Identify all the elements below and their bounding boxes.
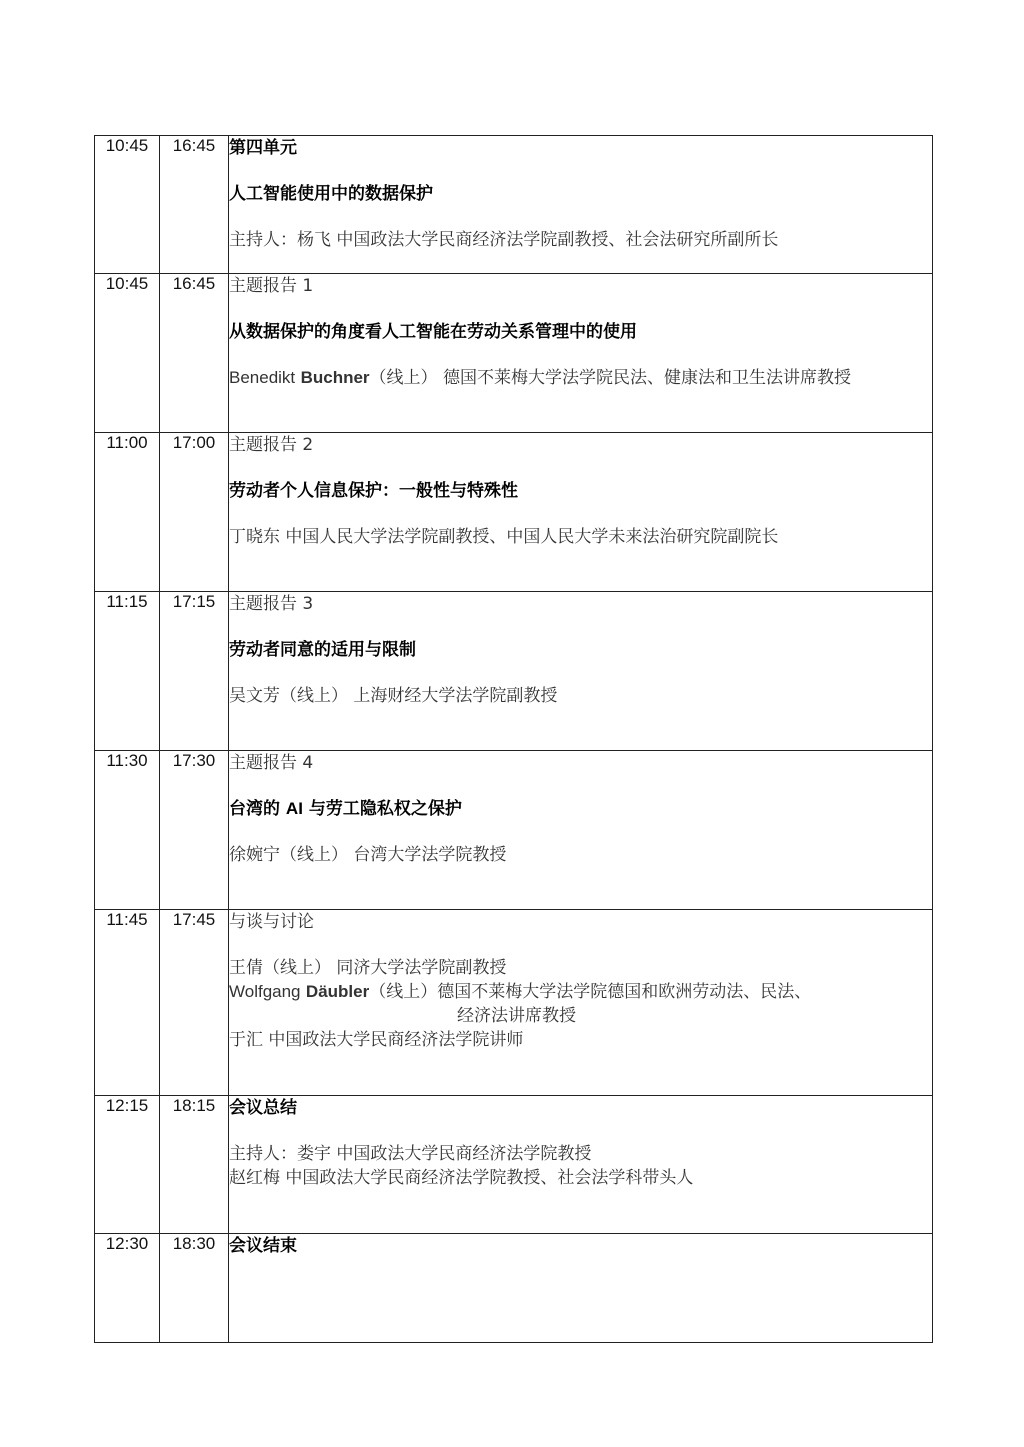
panel-speaker bbox=[229, 980, 932, 1004]
local-time-cell: 17:15 bbox=[160, 592, 229, 751]
panel-speaker: 于汇 中国政法大学民商经济法学院讲师 bbox=[229, 1030, 524, 1050]
session-speaker: 丁晓东 中国人民大学法学院副教授、中国人民大学未来法治研究院副院长 bbox=[229, 527, 779, 547]
speaker-affiliation-cont: 经济法讲席教授 bbox=[457, 1006, 576, 1026]
session-title: 主题报告 2 bbox=[229, 435, 314, 455]
table-row bbox=[95, 274, 933, 433]
start-time-cell: 11:30 bbox=[95, 751, 160, 910]
session-topic: 人工智能使用中的数据保护 bbox=[229, 184, 433, 204]
session-speaker: 主持人：杨飞 中国政法大学民商经济法学院副教授、社会法研究所副所长 bbox=[229, 230, 779, 250]
closing-speaker: 主持人：娄宇 中国政法大学民商经济法学院教授 bbox=[229, 1144, 592, 1164]
speaker-first-name: Benedikt bbox=[229, 368, 296, 387]
session-topic: 劳动者个人信息保护：一般性与特殊性 bbox=[229, 481, 518, 501]
speaker-last-name: Däubler bbox=[305, 982, 370, 1001]
session-cell bbox=[229, 433, 933, 592]
session-title: 与谈与讨论 bbox=[229, 912, 314, 932]
local-time-cell: 18:30 bbox=[160, 1234, 229, 1343]
local-time-cell: 17:30 bbox=[160, 751, 229, 910]
start-time-cell: 10:45 bbox=[95, 274, 160, 433]
start-time-cell: 11:15 bbox=[95, 592, 160, 751]
start-time-cell: 11:45 bbox=[95, 910, 160, 1096]
topic-part: 台湾的 bbox=[229, 799, 280, 819]
start-time-cell: 11:00 bbox=[95, 433, 160, 592]
start-time-cell: 10:45 bbox=[95, 136, 160, 274]
session-title: 会议结束 bbox=[229, 1236, 297, 1256]
table-row bbox=[95, 592, 933, 751]
table-row bbox=[95, 433, 933, 592]
session-speaker: 吴文芳（线上） 上海财经大学法学院副教授 bbox=[229, 686, 558, 706]
table-row bbox=[95, 910, 933, 1096]
speaker-affiliation: （线上） 德国不莱梅大学法学院民法、健康法和卫生法讲席教授 bbox=[369, 368, 851, 388]
local-time-cell: 16:45 bbox=[160, 274, 229, 433]
start-time-cell: 12:30 bbox=[95, 1234, 160, 1343]
speaker-last-name: Buchner bbox=[300, 368, 370, 387]
session-cell bbox=[229, 1234, 933, 1343]
session-topic bbox=[229, 797, 932, 821]
panel-speaker: 王倩（线上） 同济大学法学院副教授 bbox=[229, 958, 507, 978]
session-title: 第四单元 bbox=[229, 138, 297, 158]
topic-part-ai: AI bbox=[285, 799, 303, 818]
session-cell bbox=[229, 751, 933, 910]
session-topic: 劳动者同意的适用与限制 bbox=[229, 640, 416, 660]
table-row bbox=[95, 136, 933, 274]
session-title: 主题报告 4 bbox=[229, 753, 314, 773]
start-time-cell: 12:15 bbox=[95, 1096, 160, 1234]
table-row bbox=[95, 1234, 933, 1343]
session-title: 主题报告 3 bbox=[229, 594, 314, 614]
schedule-table bbox=[94, 135, 933, 1343]
local-time-cell: 17:45 bbox=[160, 910, 229, 1096]
table-row bbox=[95, 1096, 933, 1234]
session-speaker: 徐婉宁（线上） 台湾大学法学院教授 bbox=[229, 845, 507, 865]
table-row bbox=[95, 751, 933, 910]
session-cell bbox=[229, 1096, 933, 1234]
topic-part: 与劳工隐私权之保护 bbox=[308, 799, 462, 819]
session-speaker bbox=[229, 366, 932, 390]
session-topic: 从数据保护的角度看人工智能在劳动关系管理中的使用 bbox=[229, 322, 637, 342]
speaker-first-name: Wolfgang bbox=[229, 982, 301, 1001]
session-title: 会议总结 bbox=[229, 1098, 297, 1118]
session-cell bbox=[229, 910, 933, 1096]
session-cell bbox=[229, 136, 933, 274]
speaker-affiliation: （线上）德国不莱梅大学法学院德国和欧洲劳动法、民法、 bbox=[369, 982, 812, 1002]
closing-speaker: 赵红梅 中国政法大学民商经济法学院教授、社会法学科带头人 bbox=[229, 1168, 694, 1188]
local-time-cell: 16:45 bbox=[160, 136, 229, 274]
local-time-cell: 17:00 bbox=[160, 433, 229, 592]
session-cell bbox=[229, 274, 933, 433]
session-title: 主题报告 1 bbox=[229, 276, 314, 296]
session-cell bbox=[229, 592, 933, 751]
local-time-cell: 18:15 bbox=[160, 1096, 229, 1234]
